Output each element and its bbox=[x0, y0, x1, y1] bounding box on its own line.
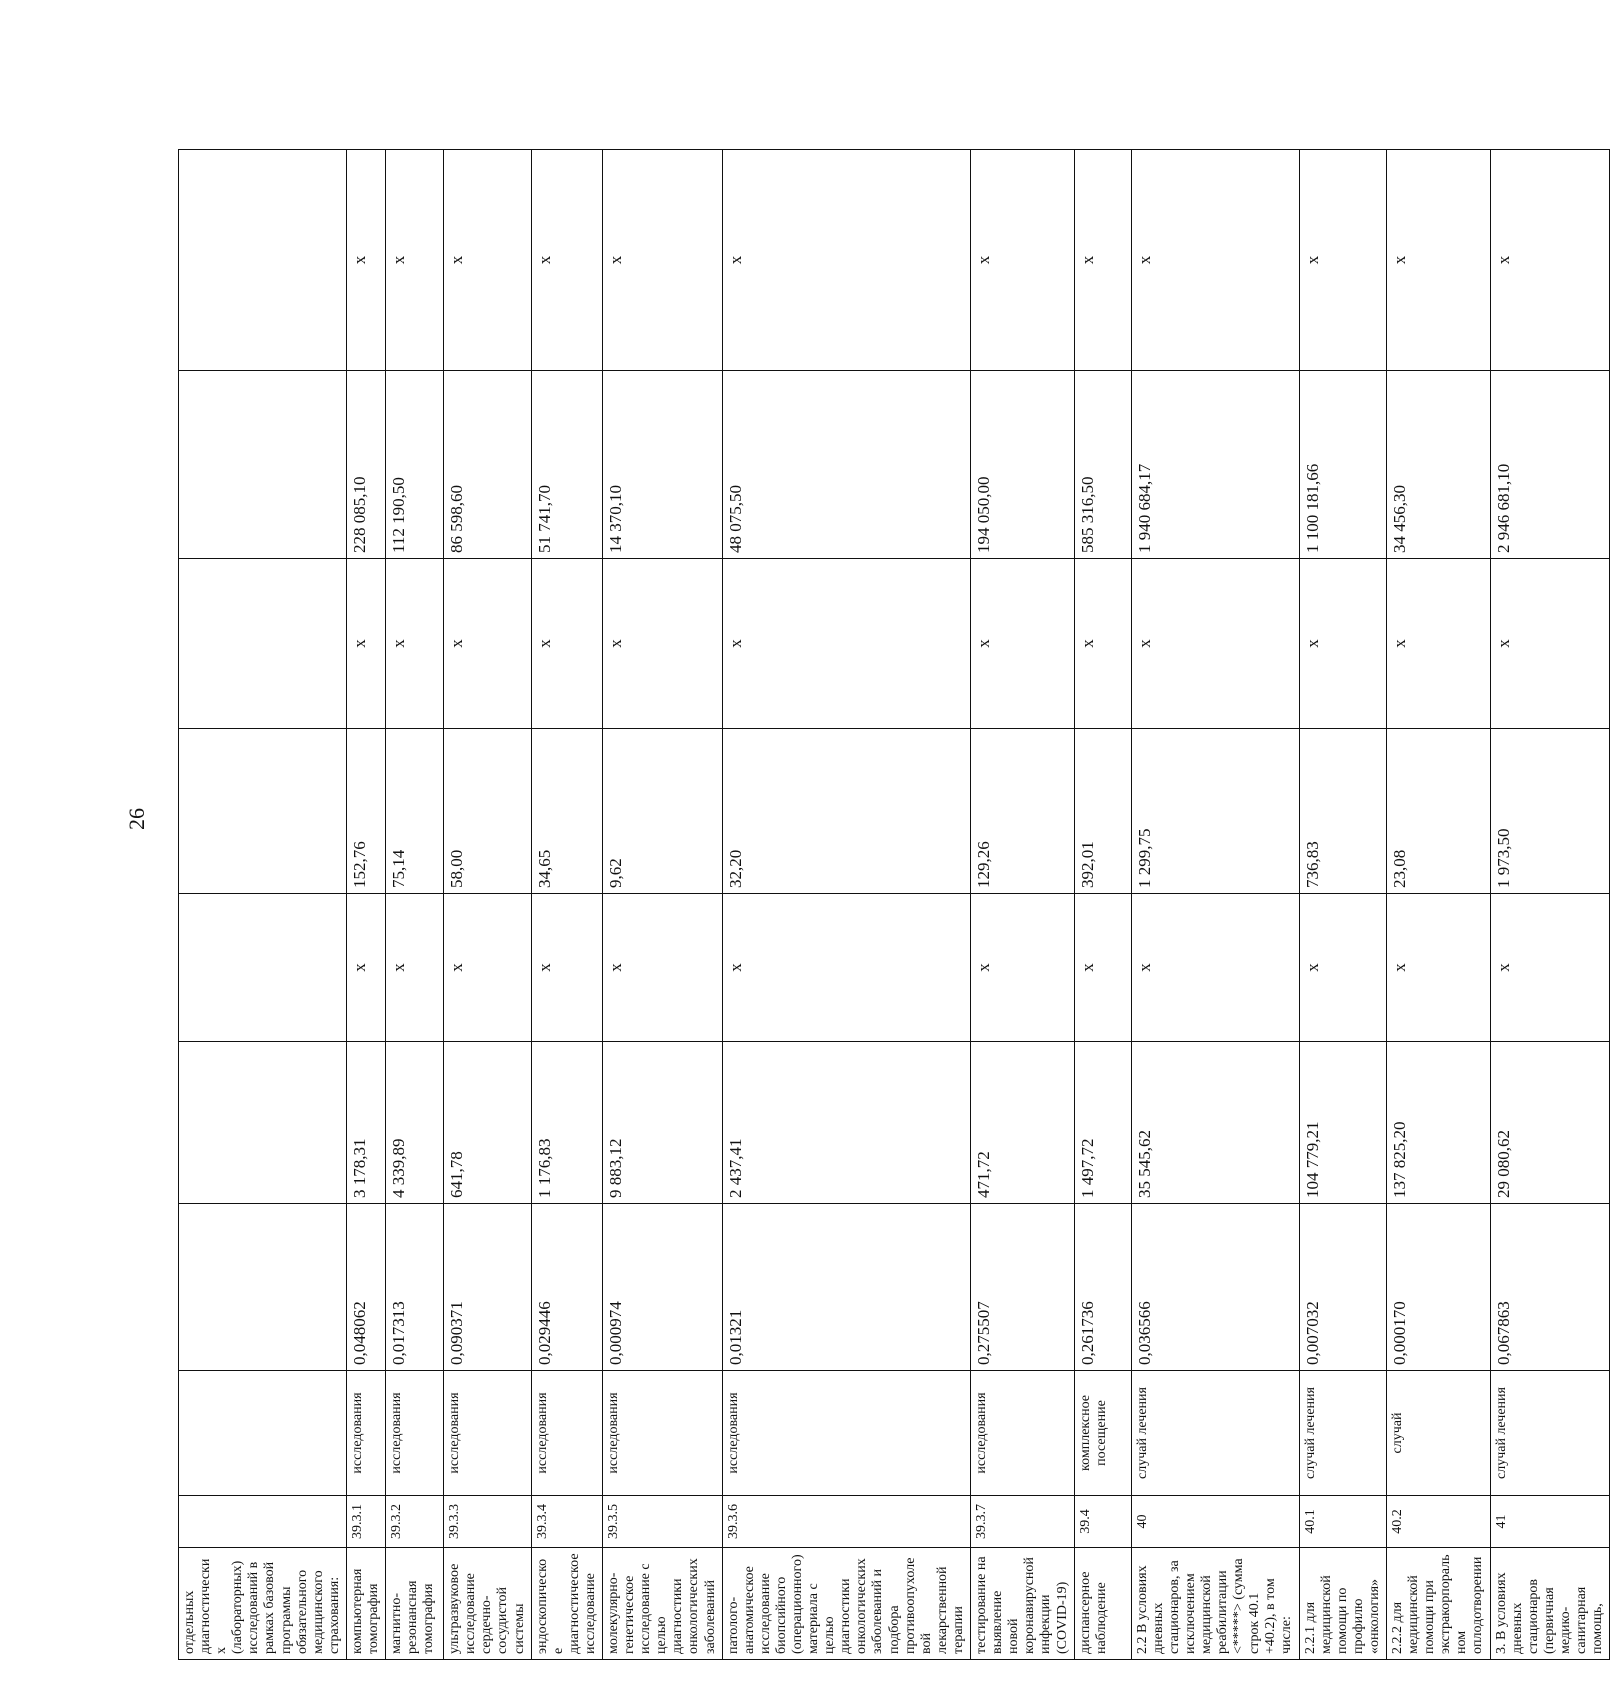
row-total: 1 100 181,66 bbox=[1299, 371, 1386, 559]
row-total: 86 598,60 bbox=[444, 371, 531, 559]
row-code: 39.3.7 bbox=[971, 1496, 1075, 1548]
row-sum: 32,20 bbox=[722, 729, 970, 894]
row-code: 40 bbox=[1131, 1496, 1299, 1548]
row-cost: 2 437,41 bbox=[722, 1042, 970, 1204]
row-total: 48 075,50 bbox=[722, 371, 970, 559]
row-x-mark: х bbox=[971, 894, 1075, 1042]
table-row bbox=[1299, 150, 1386, 1660]
row-sum: 392,01 bbox=[1074, 729, 1131, 894]
row-norm bbox=[179, 1204, 347, 1371]
row-norm: 0,007032 bbox=[1299, 1204, 1386, 1371]
row-norm: 0,017313 bbox=[386, 1204, 444, 1371]
row-norm: 0,048062 bbox=[346, 1204, 385, 1371]
row-total: 51 741,70 bbox=[531, 371, 602, 559]
row-sum: 58,00 bbox=[444, 729, 531, 894]
row-name: компьютерная томография bbox=[346, 1548, 385, 1660]
row-x-mark: х bbox=[531, 150, 602, 371]
funding-table bbox=[178, 149, 1610, 1660]
table-row bbox=[1387, 150, 1491, 1660]
row-unit: случай лечения bbox=[1490, 1371, 1610, 1496]
row-code: 39.3.4 bbox=[531, 1496, 602, 1548]
row-x-mark: х bbox=[1387, 894, 1491, 1042]
row-x-mark: х bbox=[1074, 559, 1131, 729]
row-norm: 0,261736 bbox=[1074, 1204, 1131, 1371]
row-x-mark: х bbox=[1387, 559, 1491, 729]
row-norm: 0,01321 bbox=[722, 1204, 970, 1371]
row-unit: исследования bbox=[444, 1371, 531, 1496]
row-total: 228 085,10 bbox=[346, 371, 385, 559]
row-x-mark: х bbox=[346, 559, 385, 729]
row-x-mark: х bbox=[444, 150, 531, 371]
row-x-mark: х bbox=[722, 559, 970, 729]
row-sum: 129,26 bbox=[971, 729, 1075, 894]
row-name: 2.2 В условиях дневных стационаров, за исключением медицинской реабилитации <*****> (сумма строк 40.1 +40.2), в том числе: bbox=[1131, 1548, 1299, 1660]
table-row bbox=[531, 150, 602, 1660]
row-cost bbox=[179, 1042, 347, 1204]
row-x-mark: х bbox=[1299, 894, 1386, 1042]
row-sum: 9,62 bbox=[602, 729, 722, 894]
row-sum: 34,65 bbox=[531, 729, 602, 894]
row-x-mark: х bbox=[602, 894, 722, 1042]
row-x-mark: х bbox=[1131, 559, 1299, 729]
row-unit: исследования bbox=[971, 1371, 1075, 1496]
row-cost: 104 779,21 bbox=[1299, 1042, 1386, 1204]
row-norm: 0,090371 bbox=[444, 1204, 531, 1371]
row-x-mark: х bbox=[722, 150, 970, 371]
row-code: 40.2 bbox=[1387, 1496, 1491, 1548]
row-name: ультразвуковое исследование сердечно-сосудистой системы bbox=[444, 1548, 531, 1660]
row-name: 3. В условиях дневных стационаров (первичная медико-санитарная помощь, bbox=[1490, 1548, 1610, 1660]
row-total: 194 050,00 bbox=[971, 371, 1075, 559]
row-x-mark: х bbox=[1131, 150, 1299, 371]
row-unit: исследования bbox=[531, 1371, 602, 1496]
row-sum: 152,76 bbox=[346, 729, 385, 894]
row-x-mark: х bbox=[444, 559, 531, 729]
row-x-mark: х bbox=[1490, 559, 1610, 729]
row-unit: случай лечения bbox=[1299, 1371, 1386, 1496]
row-x-mark: х bbox=[531, 559, 602, 729]
table-row bbox=[444, 150, 531, 1660]
row-name: 2.2.2 для медицинской помощи при экстракорпоральном оплодотворении bbox=[1387, 1548, 1491, 1660]
row-x-mark: х bbox=[1299, 559, 1386, 729]
row-cost: 1 176,83 bbox=[531, 1042, 602, 1204]
row-code: 39.3.5 bbox=[602, 1496, 722, 1548]
row-cost: 471,72 bbox=[971, 1042, 1075, 1204]
row-x-mark: х bbox=[386, 559, 444, 729]
row-x-mark bbox=[179, 559, 347, 729]
row-cost: 9 883,12 bbox=[602, 1042, 722, 1204]
row-name: диспансерное наблюдение bbox=[1074, 1548, 1131, 1660]
table-row bbox=[346, 150, 385, 1660]
row-x-mark: х bbox=[1387, 150, 1491, 371]
row-code: 39.3.3 bbox=[444, 1496, 531, 1548]
table-row bbox=[1131, 150, 1299, 1660]
row-norm: 0,000974 bbox=[602, 1204, 722, 1371]
row-x-mark: х bbox=[346, 894, 385, 1042]
row-name: эндоскопическое диагностическое исследование bbox=[531, 1548, 602, 1660]
row-unit: случай bbox=[1387, 1371, 1491, 1496]
row-unit: исследования bbox=[602, 1371, 722, 1496]
row-name: магнитно-резонансная томография bbox=[386, 1548, 444, 1660]
row-sum: 23,08 bbox=[1387, 729, 1491, 894]
row-x-mark: х bbox=[444, 894, 531, 1042]
row-norm: 0,029446 bbox=[531, 1204, 602, 1371]
page-number: 26 bbox=[124, 808, 149, 830]
row-total: 34 456,30 bbox=[1387, 371, 1491, 559]
row-x-mark bbox=[179, 894, 347, 1042]
row-cost: 29 080,62 bbox=[1490, 1042, 1610, 1204]
row-x-mark: х bbox=[1490, 150, 1610, 371]
row-unit: случай лечения bbox=[1131, 1371, 1299, 1496]
row-total: 112 190,50 bbox=[386, 371, 444, 559]
row-total bbox=[179, 371, 347, 559]
table-row bbox=[602, 150, 722, 1660]
row-unit: исследования bbox=[346, 1371, 385, 1496]
row-unit: комплексное посещение bbox=[1074, 1371, 1131, 1496]
row-cost: 4 339,89 bbox=[386, 1042, 444, 1204]
row-x-mark: х bbox=[531, 894, 602, 1042]
row-sum bbox=[179, 729, 347, 894]
row-total: 1 940 684,17 bbox=[1131, 371, 1299, 559]
row-x-mark: х bbox=[386, 150, 444, 371]
row-sum: 75,14 bbox=[386, 729, 444, 894]
table-row bbox=[1074, 150, 1131, 1660]
row-cost: 1 497,72 bbox=[1074, 1042, 1131, 1204]
row-name: 2.2.1 для медицинской помощи по профилю «онкология» bbox=[1299, 1548, 1386, 1660]
row-name: отдельных диагностических (лабораторных) исследований в рамках базовой программы обязательного медицинского страхования: bbox=[179, 1548, 347, 1660]
rotated-table-sheet bbox=[178, 150, 1606, 1660]
table-row bbox=[1490, 150, 1610, 1660]
row-x-mark: х bbox=[1074, 150, 1131, 371]
row-x-mark: х bbox=[386, 894, 444, 1042]
row-x-mark: х bbox=[602, 150, 722, 371]
row-x-mark: х bbox=[602, 559, 722, 729]
row-code: 40.1 bbox=[1299, 1496, 1386, 1548]
table-body bbox=[179, 150, 1610, 1660]
row-code bbox=[179, 1496, 347, 1548]
row-total: 14 370,10 bbox=[602, 371, 722, 559]
row-x-mark: х bbox=[1299, 150, 1386, 371]
row-x-mark: х bbox=[1490, 894, 1610, 1042]
row-norm: 0,000170 bbox=[1387, 1204, 1491, 1371]
table-row bbox=[179, 150, 347, 1660]
row-x-mark: х bbox=[1131, 894, 1299, 1042]
row-norm: 0,275507 bbox=[971, 1204, 1075, 1371]
row-sum: 1 299,75 bbox=[1131, 729, 1299, 894]
row-x-mark: х bbox=[346, 150, 385, 371]
row-name: молекулярно-генетическое исследование с целью диагностики онкологических заболеваний bbox=[602, 1548, 722, 1660]
row-code: 39.3.6 bbox=[722, 1496, 970, 1548]
row-name: тестирование на выявление новой коронавирусной инфекции (COVID-19) bbox=[971, 1548, 1075, 1660]
row-x-mark bbox=[179, 150, 347, 371]
row-norm: 0,067863 bbox=[1490, 1204, 1610, 1371]
row-unit bbox=[179, 1371, 347, 1496]
row-unit: исследования bbox=[722, 1371, 970, 1496]
table-row bbox=[971, 150, 1075, 1660]
row-cost: 3 178,31 bbox=[346, 1042, 385, 1204]
row-sum: 736,83 bbox=[1299, 729, 1386, 894]
row-code: 39.4 bbox=[1074, 1496, 1131, 1548]
row-norm: 0,036566 bbox=[1131, 1204, 1299, 1371]
row-code: 41 bbox=[1490, 1496, 1610, 1548]
table-row bbox=[386, 150, 444, 1660]
row-x-mark: х bbox=[971, 150, 1075, 371]
row-code: 39.3.2 bbox=[386, 1496, 444, 1548]
row-total: 2 946 681,10 bbox=[1490, 371, 1610, 559]
row-cost: 137 825,20 bbox=[1387, 1042, 1491, 1204]
row-unit: исследования bbox=[386, 1371, 444, 1496]
row-x-mark: х bbox=[722, 894, 970, 1042]
row-sum: 1 973,50 bbox=[1490, 729, 1610, 894]
row-x-mark: х bbox=[1074, 894, 1131, 1042]
row-cost: 641,78 bbox=[444, 1042, 531, 1204]
row-code: 39.3.1 bbox=[346, 1496, 385, 1548]
row-total: 585 316,50 bbox=[1074, 371, 1131, 559]
row-cost: 35 545,62 bbox=[1131, 1042, 1299, 1204]
row-name: патолого-анатомическое исследование биопсийного (операционного) материала с целью диагностики онкологических заболеваний и подбора противоопухолевой лекарственной терапии bbox=[722, 1548, 970, 1660]
row-x-mark: х bbox=[971, 559, 1075, 729]
table-row bbox=[722, 150, 970, 1660]
